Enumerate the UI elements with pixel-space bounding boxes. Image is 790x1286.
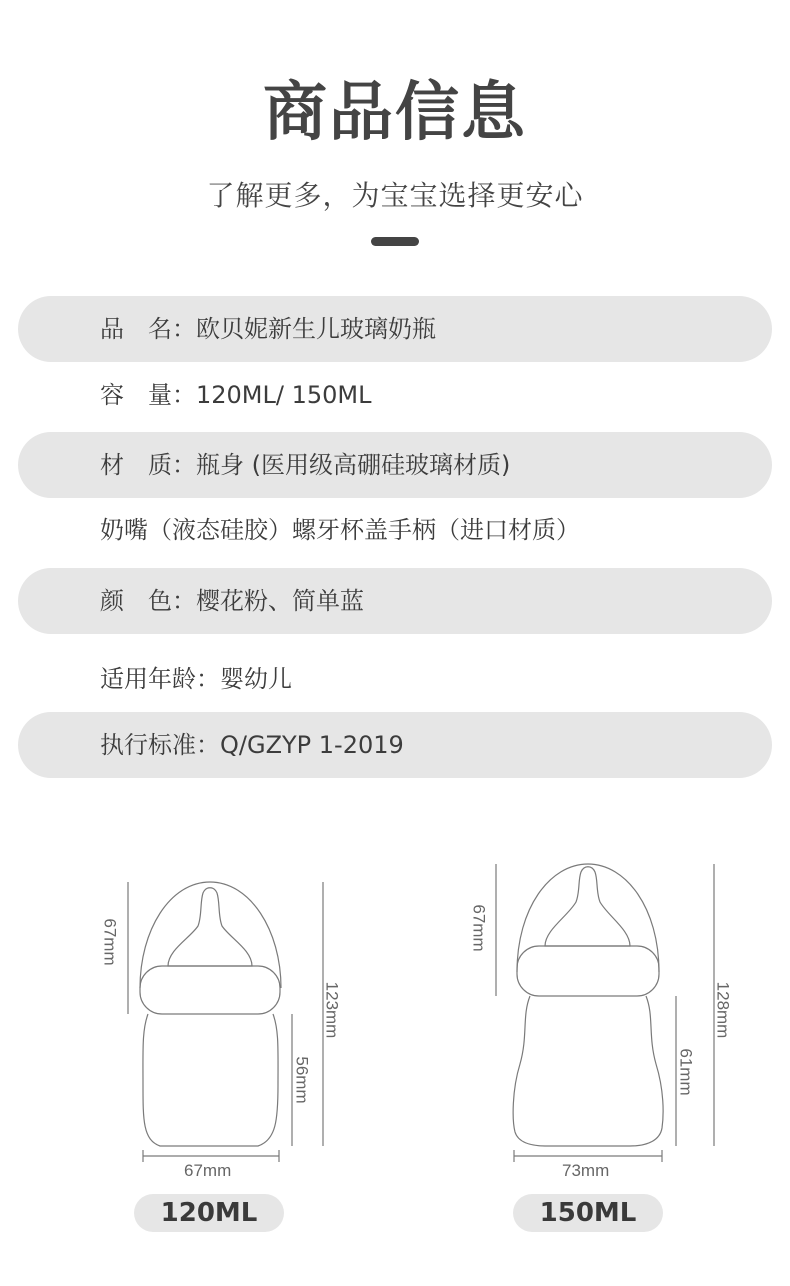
bottle-150-width: 73mm [562,1161,610,1180]
bottle-150-outline [513,864,663,1146]
bottle-150-total-height: 128mm [713,981,733,1039]
bottle-120-cap-height: 67mm [100,918,120,966]
info-row-color: 颜 色：樱花粉、简单蓝 [18,568,772,634]
info-row-standard: 执行标准：Q/GZYP 1-2019 [18,712,772,778]
bottle-outlines [0,850,790,1286]
page-subtitle: 了解更多，为宝宝选择更安心 [206,179,584,212]
bottle-120-width: 67mm [184,1161,232,1180]
info-row-product-name: 品 名：欧贝妮新生儿玻璃奶瓶 [18,296,772,362]
bottle-120-outline [140,882,281,1146]
bottle-120-total-height: 123mm [322,981,342,1039]
bottle-150-capacity-badge: 150ML [513,1194,663,1232]
info-row-material-detail: 奶嘴（液态硅胶）螺牙杯盖手柄（进口材质） [100,516,580,544]
bottle-120-body-height: 56mm [292,1056,312,1104]
bottle-150-cap-height: 67mm [469,904,489,952]
info-row-material: 材 质：瓶身 (医用级高硼硅玻璃材质) [18,432,772,498]
bottle-120-capacity-badge: 120ML [134,1194,284,1232]
page-title: 商品信息 [263,76,527,150]
info-row-capacity: 容 量：120ML/ 150ML [100,381,372,409]
bottle-size-diagram [0,850,790,1286]
bottle-150-body-height: 61mm [676,1048,696,1096]
title-divider [371,237,419,246]
info-row-age: 适用年龄：婴幼儿 [100,665,292,693]
